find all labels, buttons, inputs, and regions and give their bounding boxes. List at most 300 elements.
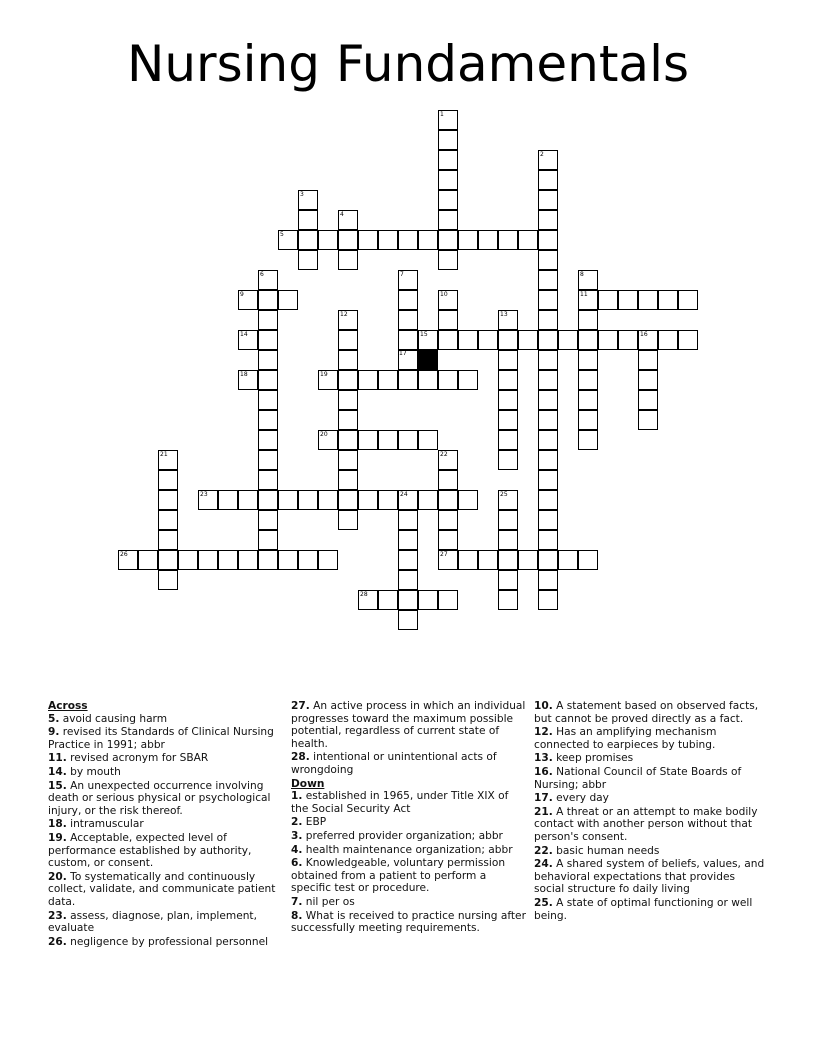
cell-number: 19 <box>320 371 328 378</box>
clue-item <box>291 830 527 843</box>
grid-cell[interactable] <box>538 170 558 190</box>
grid-cell[interactable] <box>578 310 598 330</box>
grid-cell[interactable] <box>538 230 558 250</box>
grid-cell[interactable] <box>338 350 358 370</box>
grid-cell[interactable] <box>578 330 598 350</box>
clue-number: 14. <box>48 765 67 778</box>
grid-cell[interactable] <box>458 550 478 570</box>
grid-cell[interactable] <box>398 230 418 250</box>
grid-cell[interactable] <box>538 470 558 490</box>
grid-cell[interactable] <box>238 490 258 510</box>
grid-cell[interactable] <box>318 490 338 510</box>
clue-number: 22. <box>534 844 553 857</box>
grid-cell[interactable] <box>458 330 478 350</box>
grid-cell[interactable] <box>658 290 678 310</box>
clue-number: 10. <box>534 700 553 712</box>
grid-cell[interactable] <box>638 390 658 410</box>
grid-cell[interactable] <box>578 370 598 390</box>
grid-cell[interactable] <box>538 570 558 590</box>
cell-number: 24 <box>400 491 408 498</box>
cell-number: 9 <box>240 291 244 298</box>
grid-cell[interactable] <box>618 290 638 310</box>
cell-number: 26 <box>120 551 128 558</box>
grid-cell[interactable] <box>378 430 398 450</box>
grid-cell[interactable] <box>458 230 478 250</box>
grid-cell[interactable] <box>638 290 658 310</box>
grid-cell[interactable] <box>218 550 238 570</box>
clue-text: A state of optimal functioning or well being. <box>534 896 753 922</box>
cell-number: 12 <box>340 311 348 318</box>
clue-text: What is received to practice nursing after successfully meeting requirements. <box>291 909 526 935</box>
grid-cell[interactable] <box>438 590 458 610</box>
grid-cell[interactable] <box>398 610 418 630</box>
cell-number: 28 <box>360 591 368 598</box>
grid-cell[interactable] <box>258 550 278 570</box>
clue-text: A threat or an attempt to make bodily contact with another person without that person's consent. <box>534 805 758 843</box>
clue-number: 18. <box>48 818 67 831</box>
grid-cell[interactable] <box>318 370 338 390</box>
clue-text: Knowledgeable, voluntary permission obtained from a patient to perform a specific test or procedure. <box>291 857 506 895</box>
grid-cell[interactable] <box>578 350 598 370</box>
grid-cell[interactable] <box>538 490 558 510</box>
grid-cell[interactable] <box>258 430 278 450</box>
clue-item <box>291 910 527 935</box>
clue-text: A statement based on observed facts, but cannot be proved directly as a fact. <box>534 700 759 725</box>
clue-text: EBP <box>302 816 327 829</box>
cell-number: 8 <box>580 271 584 278</box>
cell-number: 5 <box>280 231 284 238</box>
grid-cell[interactable] <box>418 330 438 350</box>
grid-cell[interactable] <box>438 250 458 270</box>
grid-cell[interactable] <box>338 230 358 250</box>
grid-cell[interactable] <box>338 470 358 490</box>
grid-cell[interactable] <box>358 590 378 610</box>
grid-cell[interactable] <box>438 490 458 510</box>
clue-number: 19. <box>48 831 67 844</box>
grid-cell[interactable] <box>338 210 358 230</box>
grid-cell[interactable] <box>398 570 418 590</box>
grid-cell[interactable] <box>258 330 278 350</box>
clue-item <box>534 752 766 765</box>
grid-cell[interactable] <box>158 470 178 490</box>
grid-cell[interactable] <box>538 150 558 170</box>
grid-cell[interactable] <box>158 490 178 510</box>
clue-number: 1. <box>291 790 303 803</box>
clue-text: National Council of State Boards of Nursing; abbr <box>534 765 742 791</box>
grid-cell[interactable] <box>358 430 378 450</box>
clue-text: keep promises <box>552 752 634 765</box>
cell-number: 27 <box>440 551 448 558</box>
cell-number: 1 <box>440 111 444 118</box>
grid-cell[interactable] <box>538 450 558 470</box>
grid-cell[interactable] <box>378 230 398 250</box>
grid-cell[interactable] <box>498 570 518 590</box>
clue-text: basic human needs <box>552 844 660 857</box>
grid-cell[interactable] <box>498 230 518 250</box>
clue-number: 4. <box>291 843 303 856</box>
clue-column-1 <box>48 700 280 949</box>
clue-item <box>534 806 766 844</box>
grid-cell[interactable] <box>358 490 378 510</box>
grid-cell[interactable] <box>438 450 458 470</box>
grid-cell[interactable] <box>538 270 558 290</box>
grid-cell[interactable] <box>438 130 458 150</box>
grid-cell[interactable] <box>298 190 318 210</box>
grid-cell[interactable] <box>538 410 558 430</box>
clue-text: revised acronym for SBAR <box>66 752 209 765</box>
grid-cell[interactable] <box>258 470 278 490</box>
grid-cell[interactable] <box>418 590 438 610</box>
clue-number: 9. <box>48 726 60 739</box>
grid-cell[interactable] <box>358 230 378 250</box>
grid-cell[interactable] <box>498 510 518 530</box>
grid-cell[interactable] <box>258 530 278 550</box>
clue-number: 8. <box>291 909 303 922</box>
clue-number: 12. <box>534 726 553 739</box>
clue-item <box>291 790 527 815</box>
grid-cell[interactable] <box>578 410 598 430</box>
grid-cell[interactable] <box>578 550 598 570</box>
grid-cell[interactable] <box>458 490 478 510</box>
grid-cell[interactable] <box>198 490 218 510</box>
grid-cell[interactable] <box>538 190 558 210</box>
grid-cell[interactable] <box>238 550 258 570</box>
clue-text: nil per os <box>302 895 355 908</box>
grid-cell[interactable] <box>498 330 518 350</box>
cell-number: 10 <box>440 291 448 298</box>
grid-cell[interactable] <box>278 550 298 570</box>
clue-text: avoid causing harm <box>59 712 168 725</box>
grid-cell[interactable] <box>418 430 438 450</box>
cell-number: 6 <box>260 271 264 278</box>
grid-cell[interactable] <box>498 590 518 610</box>
grid-cell[interactable] <box>238 330 258 350</box>
grid-cell[interactable] <box>158 570 178 590</box>
grid-cell[interactable] <box>418 370 438 390</box>
cell-number: 13 <box>500 311 508 318</box>
clue-number: 27. <box>291 700 310 712</box>
grid-cell[interactable] <box>118 550 138 570</box>
clue-item <box>291 844 527 857</box>
clue-text: negligence by professional personnel <box>66 935 269 948</box>
clue-number: 26. <box>48 935 67 948</box>
clue-text: Acceptable, expected level of performance established by authority, custom, or consent. <box>48 831 252 870</box>
grid-cell[interactable] <box>258 270 278 290</box>
grid-cell[interactable] <box>438 470 458 490</box>
clue-number: 2. <box>291 816 303 829</box>
clue-item <box>48 713 280 726</box>
grid-cell[interactable] <box>318 230 338 250</box>
clue-number: 6. <box>291 857 303 870</box>
grid-cell[interactable] <box>538 250 558 270</box>
grid-cell[interactable] <box>658 330 678 350</box>
grid-cell[interactable] <box>258 370 278 390</box>
clue-item <box>534 726 766 751</box>
grid-cell[interactable] <box>438 370 458 390</box>
grid-cell[interactable] <box>438 170 458 190</box>
clue-column-3 <box>534 700 766 923</box>
clue-text: To systematically and continuously collect, validate, and communicate patient data. <box>48 870 276 908</box>
grid-cell[interactable] <box>298 490 318 510</box>
clue-text: An unexpected occurrence involving death or serious physical or psychological injury, or the risk thereof. <box>48 779 271 817</box>
clue-number: 13. <box>534 752 553 765</box>
clue-column-2 <box>291 700 527 936</box>
clue-item <box>534 700 766 725</box>
clue-item <box>534 897 766 922</box>
cell-number: 4 <box>340 211 344 218</box>
clue-item <box>48 936 280 949</box>
grid-cell[interactable] <box>478 550 498 570</box>
grid-cell[interactable] <box>638 410 658 430</box>
grid-cell[interactable] <box>578 390 598 410</box>
cell-number: 23 <box>200 491 208 498</box>
grid-cell[interactable] <box>378 590 398 610</box>
grid-cell[interactable] <box>538 590 558 610</box>
grid-cell[interactable] <box>498 410 518 430</box>
grid-cell[interactable] <box>538 350 558 370</box>
clue-number: 25. <box>534 896 553 909</box>
grid-cell[interactable] <box>618 330 638 350</box>
grid-cell[interactable] <box>438 530 458 550</box>
grid-cell[interactable] <box>498 390 518 410</box>
grid-cell[interactable] <box>158 530 178 550</box>
clue-item <box>48 726 280 751</box>
grid-cell[interactable] <box>258 510 278 530</box>
grid-cell[interactable] <box>598 330 618 350</box>
cell-number: 3 <box>300 191 304 198</box>
grid-cell[interactable] <box>398 370 418 390</box>
grid-cell[interactable] <box>158 550 178 570</box>
clue-heading: Across <box>48 700 88 712</box>
grid-cell[interactable] <box>438 330 458 350</box>
grid-cell[interactable] <box>678 290 698 310</box>
cell-number: 25 <box>500 491 508 498</box>
grid-cell[interactable] <box>338 450 358 470</box>
grid-cell[interactable] <box>578 270 598 290</box>
clue-text: intramuscular <box>66 818 144 831</box>
grid-cell[interactable] <box>538 310 558 330</box>
grid-cell[interactable] <box>398 530 418 550</box>
clue-text: established in 1965, under Title XIX of the Social Security Act <box>291 790 509 815</box>
grid-cell[interactable] <box>538 530 558 550</box>
clue-item <box>534 766 766 791</box>
grid-cell[interactable] <box>538 210 558 230</box>
grid-cell[interactable] <box>258 410 278 430</box>
clue-item <box>48 818 280 831</box>
clue-text: intentional or unintentional acts of wrongdoing <box>291 751 497 776</box>
black-square <box>418 350 438 370</box>
grid-cell[interactable] <box>578 290 598 310</box>
cell-number: 14 <box>240 331 248 338</box>
grid-cell[interactable] <box>378 490 398 510</box>
grid-cell[interactable] <box>278 490 298 510</box>
grid-cell[interactable] <box>338 490 358 510</box>
grid-cell[interactable] <box>438 290 458 310</box>
grid-cell[interactable] <box>438 510 458 530</box>
clue-text: Has an amplifying mechanism connected to earpieces by tubing. <box>534 726 717 751</box>
grid-cell[interactable] <box>258 290 278 310</box>
clue-item <box>291 816 527 829</box>
cell-number: 7 <box>400 271 404 278</box>
grid-cell[interactable] <box>678 330 698 350</box>
grid-cell[interactable] <box>498 450 518 470</box>
grid-cell[interactable] <box>138 550 158 570</box>
grid-cell[interactable] <box>438 210 458 230</box>
grid-cell[interactable] <box>238 370 258 390</box>
grid-cell[interactable] <box>498 430 518 450</box>
clue-number: 7. <box>291 895 303 908</box>
grid-cell[interactable] <box>438 550 458 570</box>
grid-cell[interactable] <box>338 370 358 390</box>
clue-number: 16. <box>534 765 553 778</box>
clue-text: A shared system of beliefs, values, and behavioral expectations that provides social structure fo daily living <box>534 858 765 896</box>
grid-cell[interactable] <box>638 330 658 350</box>
grid-cell[interactable] <box>398 550 418 570</box>
grid-cell[interactable] <box>398 330 418 350</box>
grid-cell[interactable] <box>318 550 338 570</box>
cell-number: 2 <box>540 151 544 158</box>
clue-item <box>48 752 280 765</box>
clue-number: 15. <box>48 779 67 792</box>
grid-cell[interactable] <box>558 550 578 570</box>
grid-cell[interactable] <box>438 150 458 170</box>
grid-cell[interactable] <box>518 230 538 250</box>
grid-cell[interactable] <box>258 390 278 410</box>
clue-text: revised its Standards of Clinical Nursing Practice in 1991; abbr <box>48 726 274 751</box>
grid-cell[interactable] <box>398 310 418 330</box>
grid-cell[interactable] <box>538 330 558 350</box>
grid-cell[interactable] <box>538 510 558 530</box>
grid-cell[interactable] <box>398 510 418 530</box>
grid-cell[interactable] <box>498 530 518 550</box>
grid-cell[interactable] <box>338 390 358 410</box>
grid-cell[interactable] <box>458 370 478 390</box>
grid-cell[interactable] <box>518 550 538 570</box>
grid-cell[interactable] <box>278 230 298 250</box>
grid-cell[interactable] <box>338 310 358 330</box>
grid-cell[interactable] <box>638 350 658 370</box>
grid-cell[interactable] <box>258 350 278 370</box>
grid-cell[interactable] <box>438 310 458 330</box>
clue-item <box>48 832 280 870</box>
clue-number: 20. <box>48 870 67 883</box>
grid-cell[interactable] <box>498 550 518 570</box>
clue-item <box>291 896 527 909</box>
clue-text: every day <box>552 792 609 805</box>
grid-cell[interactable] <box>398 490 418 510</box>
grid-cell[interactable] <box>258 450 278 470</box>
grid-cell[interactable] <box>178 550 198 570</box>
grid-cell[interactable] <box>498 490 518 510</box>
grid-cell[interactable] <box>258 490 278 510</box>
clue-number: 5. <box>48 712 60 725</box>
grid-cell[interactable] <box>298 550 318 570</box>
grid-cell[interactable] <box>338 430 358 450</box>
grid-cell[interactable] <box>558 330 578 350</box>
grid-cell[interactable] <box>538 550 558 570</box>
grid-cell[interactable] <box>498 370 518 390</box>
clue-text: preferred provider organization; abbr <box>302 829 503 842</box>
grid-cell[interactable] <box>158 510 178 530</box>
clue-text: by mouth <box>66 765 121 778</box>
grid-cell[interactable] <box>418 230 438 250</box>
grid-cell[interactable] <box>338 410 358 430</box>
clue-text: health maintenance organization; abbr <box>302 843 513 856</box>
grid-cell[interactable] <box>438 190 458 210</box>
cell-number: 16 <box>640 331 648 338</box>
grid-cell[interactable] <box>538 430 558 450</box>
grid-cell[interactable] <box>378 370 398 390</box>
clue-item <box>534 845 766 858</box>
grid-cell[interactable] <box>358 370 378 390</box>
grid-cell[interactable] <box>498 310 518 330</box>
clue-number: 3. <box>291 829 303 842</box>
clue-item <box>48 766 280 779</box>
grid-cell[interactable] <box>318 430 338 450</box>
grid-cell[interactable] <box>478 330 498 350</box>
grid-cell[interactable] <box>158 450 178 470</box>
grid-cell[interactable] <box>598 290 618 310</box>
grid-cell[interactable] <box>578 430 598 450</box>
cell-number: 20 <box>320 431 328 438</box>
grid-cell[interactable] <box>398 290 418 310</box>
clue-number: 17. <box>534 792 553 805</box>
grid-cell[interactable] <box>538 390 558 410</box>
grid-cell[interactable] <box>338 330 358 350</box>
cell-number: 22 <box>440 451 448 458</box>
grid-cell[interactable] <box>338 510 358 530</box>
clue-item <box>291 857 527 895</box>
clue-item <box>534 792 766 805</box>
grid-cell[interactable] <box>298 210 318 230</box>
cell-number: 15 <box>420 331 428 338</box>
grid-cell[interactable] <box>538 370 558 390</box>
grid-cell[interactable] <box>278 290 298 310</box>
grid-cell[interactable] <box>398 430 418 450</box>
grid-cell[interactable] <box>258 310 278 330</box>
clue-item <box>48 780 280 818</box>
grid-cell[interactable] <box>498 350 518 370</box>
grid-cell[interactable] <box>218 490 238 510</box>
grid-cell[interactable] <box>538 290 558 310</box>
clue-heading: Down <box>291 777 325 790</box>
clue-number: 24. <box>534 858 553 871</box>
clue-item <box>534 858 766 896</box>
grid-cell[interactable] <box>418 490 438 510</box>
grid-cell[interactable] <box>638 370 658 390</box>
grid-cell[interactable] <box>198 550 218 570</box>
grid-cell[interactable] <box>398 590 418 610</box>
grid-cell[interactable] <box>438 230 458 250</box>
clue-item <box>48 871 280 909</box>
grid-cell[interactable] <box>398 270 418 290</box>
grid-cell[interactable] <box>338 250 358 270</box>
grid-cell[interactable] <box>438 110 458 130</box>
grid-cell[interactable] <box>478 230 498 250</box>
clue-item <box>48 910 280 935</box>
grid-cell[interactable] <box>298 230 318 250</box>
clue-item <box>291 700 527 750</box>
clue-number: 21. <box>534 805 553 818</box>
clue-text: An active process in which an individual progresses toward the maximum possible potential, regardless of current state of health. <box>291 700 526 750</box>
grid-cell[interactable] <box>298 250 318 270</box>
grid-cell[interactable] <box>238 290 258 310</box>
clue-item <box>291 751 527 776</box>
cell-number: 17 <box>399 350 407 357</box>
puzzle-title: Nursing Fundamentals <box>126 35 690 93</box>
grid-cell[interactable] <box>518 330 538 350</box>
clue-number: 28. <box>291 751 310 764</box>
